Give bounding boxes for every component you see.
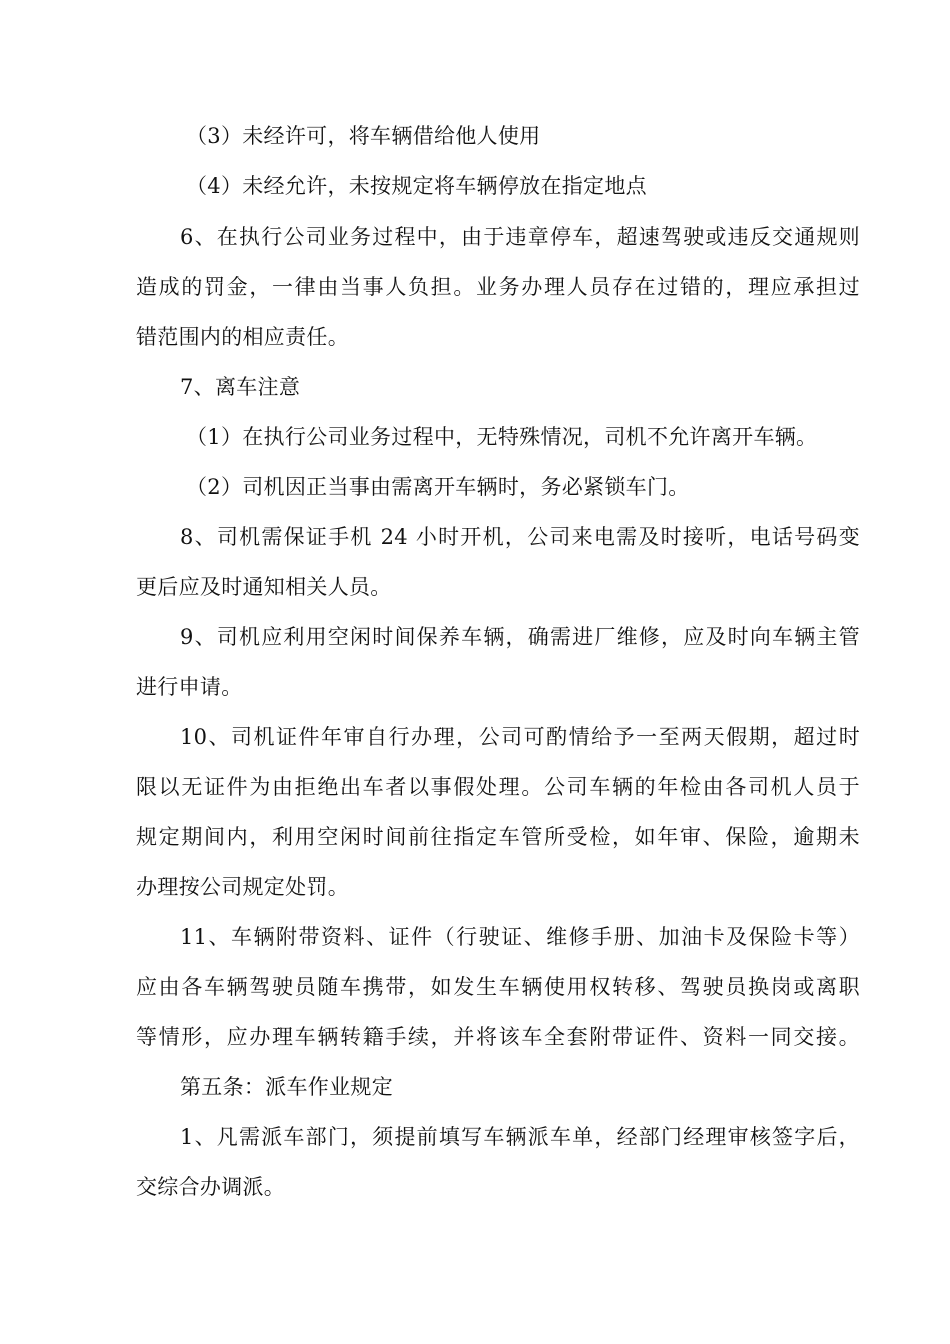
paragraph-11-line-1: 11、车辆附带资料、证件（行驶证、维修手册、加油卡及保险卡等） bbox=[180, 925, 860, 949]
article-5-heading: 第五条：派车作业规定 bbox=[180, 1075, 393, 1099]
paragraph-10-line-2: 限以无证件为由拒绝出车者以事假处理。公司车辆的年检由各司机人员于 bbox=[136, 775, 860, 799]
paragraph-11-line-3: 等情形，应办理车辆转籍手续，并将该车全套附带证件、资料一同交接。 bbox=[136, 1025, 860, 1049]
paragraph-6-line-3: 错范围内的相应责任。 bbox=[136, 325, 349, 349]
paragraph-10-line-4: 办理按公司规定处罚。 bbox=[136, 875, 349, 899]
paragraph-10-line-3: 规定期间内，利用空闲时间前往指定车管所受检，如年审、保险，逾期未 bbox=[136, 825, 860, 849]
paragraph-7-item-1: （1）在执行公司业务过程中，无特殊情况，司机不允许离开车辆。 bbox=[186, 425, 818, 449]
paragraph-8-line-1: 8、司机需保证手机 24 小时开机，公司来电需及时接听，电话号码变 bbox=[180, 525, 860, 549]
paragraph-9-line-2: 进行申请。 bbox=[136, 675, 243, 699]
paragraph-10-line-1: 10、司机证件年审自行办理，公司可酌情给予一至两天假期，超过时 bbox=[180, 725, 860, 749]
paragraph-6-line-1: 6、在执行公司业务过程中，由于违章停车，超速驾驶或违反交通规则 bbox=[180, 225, 860, 249]
paragraph-9-line-1: 9、司机应利用空闲时间保养车辆，确需进厂维修，应及时向车辆主管 bbox=[180, 625, 860, 649]
article-5-paragraph-1-line-2: 交综合办调派。 bbox=[136, 1175, 286, 1199]
paragraph-7-item-2: （2）司机因正当事由需离开车辆时，务必紧锁车门。 bbox=[186, 475, 690, 499]
article-5-paragraph-1-line-1: 1、凡需派车部门，须提前填写车辆派车单，经部门经理审核签字后， bbox=[180, 1125, 860, 1149]
paragraph-8-line-2: 更后应及时通知相关人员。 bbox=[136, 575, 392, 599]
paragraph-11-line-2: 应由各车辆驾驶员随车携带，如发生车辆使用权转移、驾驶员换岗或离职 bbox=[136, 975, 860, 999]
clause-5-item-4: （4）未经允许，未按规定将车辆停放在指定地点 bbox=[186, 174, 647, 198]
paragraph-6-line-2: 造成的罚金，一律由当事人负担。业务办理人员存在过错的，理应承担过 bbox=[136, 275, 860, 299]
paragraph-7-heading: 7、离车注意 bbox=[180, 375, 301, 399]
clause-5-item-3: （3）未经许可，将车辆借给他人使用 bbox=[186, 124, 541, 148]
